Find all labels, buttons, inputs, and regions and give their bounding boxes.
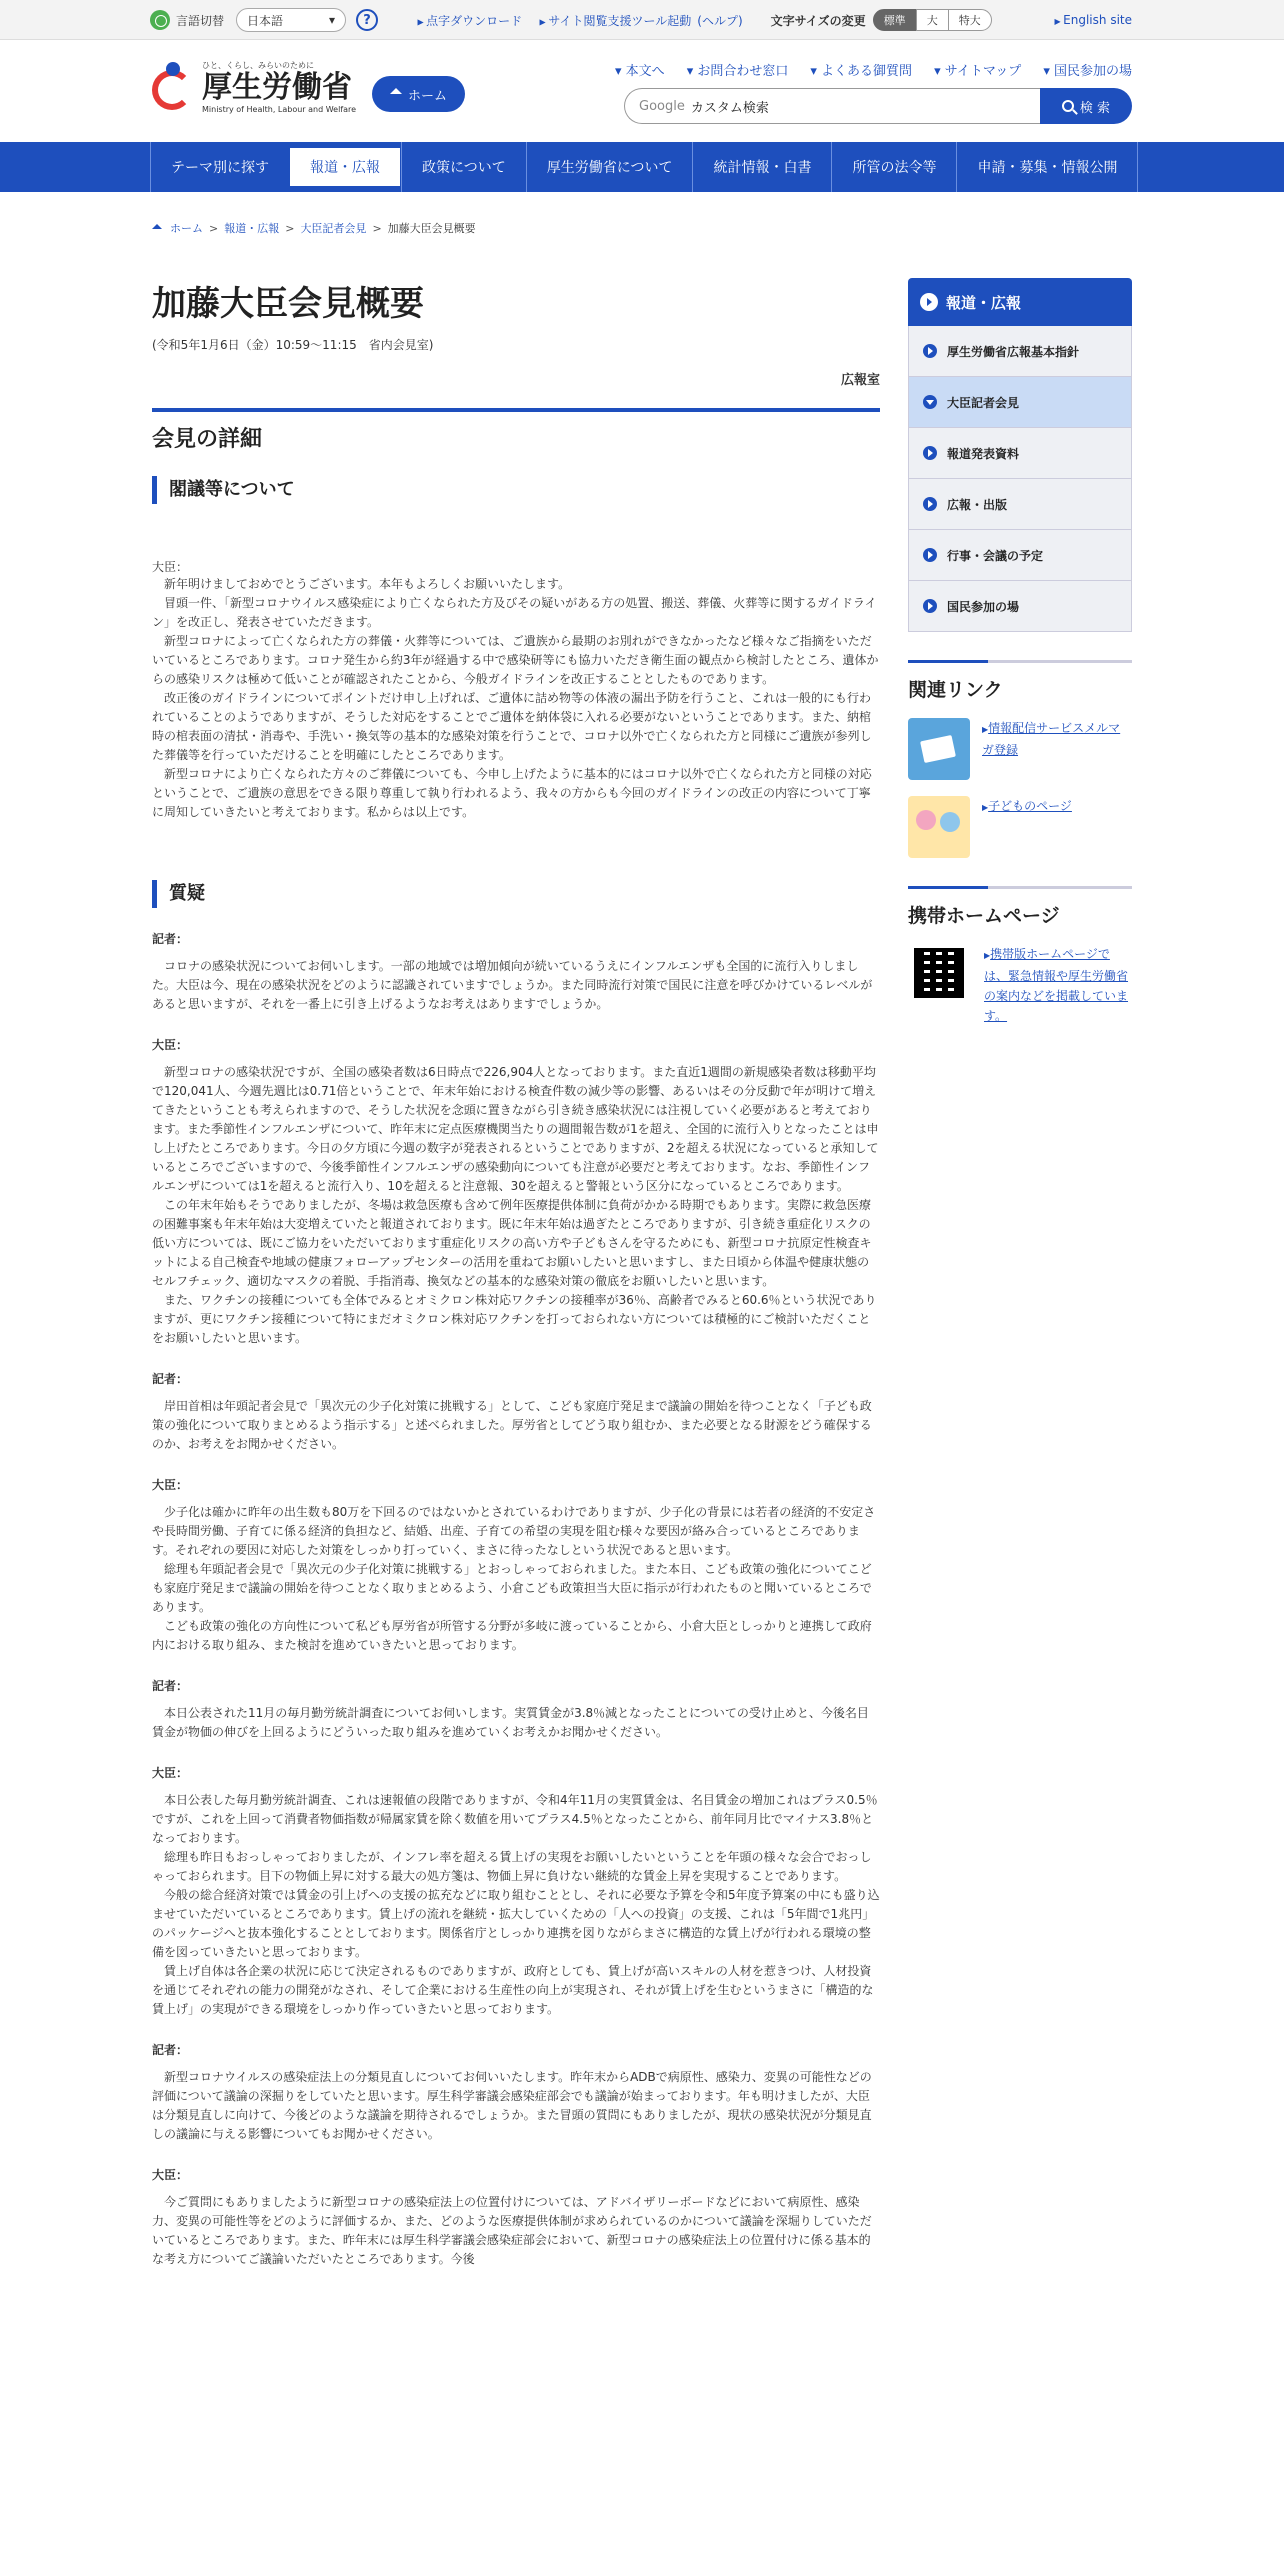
- paragraph: 冒頭一件、「新型コロナウイルス感染症により亡くなられた方及びその疑いがある方の処置、搬送、葬儀、火葬等に関するガイドライン」を改正し、発表させていただきます。: [152, 596, 877, 629]
- sidebar-item-label: 厚生労働省広報基本指針: [947, 344, 1080, 359]
- breadcrumb-separator: >: [372, 221, 382, 235]
- sidebar-head-label: 報道・広報: [946, 293, 1022, 312]
- language-label: 言語切替: [176, 13, 225, 28]
- logo-english: Ministry of Health, Labour and Welfare: [202, 105, 357, 114]
- paragraph: この年末年始もそうでありましたが、冬場は救急医療も含めて例年医療提供体制に負荷がかかる時期でもあります。実際に救急医療の困難事案も年末年始は大変増えていたと報道されております。既に年末年始は過ぎたところでありますが、引き続き重症化リスクの低い方については、既にご協力をいただいております重症化リスクの高い方や子どもさんを守るためにも、新型コロナ抗原定性検査キットによる自己検査や地域の健康フォローアップセンターの活用を重ねてお願いしたいと思いますし、また日頃から体温や健康状態のセルフチェック、適切なマスクの着脱、手指消毒、換気などの基本的な感染対策の徹底をお願いしたいと思います。: [152, 1198, 872, 1288]
- paragraph: 新型コロナによって亡くなられた方の葬儀・火葬等については、ご遺族から最期のお別れができなかったなど様々なご指摘をいただいているところであります。コロナ発生から約3年が経過する中で感染研等にも協力いただき衛生面の観点から検討したところ、遺体からの感染リスクは極めて低いことが確認されたことから、今般ガイドラインを改正することとしたものであります。: [152, 634, 879, 686]
- nav-item-applications[interactable]: 申請・募集・情報公開: [956, 142, 1138, 192]
- sitemap-link[interactable]: ▾ サイトマップ: [934, 60, 1021, 79]
- speaker-label: 記者：: [152, 2043, 189, 2057]
- nav-item-policy[interactable]: 政策について: [401, 142, 526, 192]
- english-site-link[interactable]: ▶ English site: [1054, 13, 1132, 27]
- spacer: [152, 504, 880, 544]
- main-content: [152, 270, 880, 2269]
- speaker-label: 記者：: [152, 1679, 189, 1693]
- section-heading-cabinet: 閣議等について: [152, 476, 880, 504]
- sidebar-item-label: 行事・会議の予定: [947, 548, 1044, 563]
- contact-link[interactable]: ▾ お問合わせ窓口: [687, 60, 789, 79]
- search-icon: [1062, 100, 1074, 112]
- sidebar-item-events[interactable]: [908, 530, 1132, 581]
- sidebar-item-label: 広報・出版: [947, 497, 1008, 512]
- chevron-right-icon: [923, 446, 937, 460]
- paragraph: 本日公表された11月の毎月勤労統計調査についてお伺いします。実質賃金が3.8％減となったことについての受け止めと、今後名目賃金が物価の伸びを上回るようにどういった取り組みを進めていくお考えかお聞かせください。: [152, 1706, 869, 1739]
- paragraph: 少子化は確かに昨年の出生数も80万を下回るのではないかとされているわけでありますが、少子化の背景には若者の経済的不安定さや長時間労働、子育てに係る経済的負担など、結婚、出産、子育ての希望の実現を阻む様々な要因が絡み合っているところであります。それぞれの要因に対応した対策をしっかり打っていく、まさに待ったなしという状況であると思います。: [152, 1505, 876, 1557]
- sidebar-item-pr-policy[interactable]: [908, 326, 1132, 377]
- nav-item-statistics[interactable]: 統計情報・白書: [692, 142, 831, 192]
- mail-icon: [908, 718, 970, 780]
- language-select[interactable]: [236, 8, 346, 32]
- speaker-label: 大臣：: [152, 1478, 189, 1492]
- breadcrumb-press[interactable]: 報道・広報: [224, 222, 280, 235]
- chevron-right-icon: [923, 344, 937, 358]
- breadcrumb-separator: >: [209, 221, 219, 235]
- paragraph: 新年明けましておめでとうございます。本年もよろしくお願いいたします。: [164, 577, 571, 591]
- sidebar-head[interactable]: [908, 278, 1132, 326]
- faq-link[interactable]: ▾ よくある御質問: [810, 60, 912, 79]
- speaker-label: 大臣：: [152, 560, 189, 574]
- font-size-standard-button[interactable]: 標準: [873, 9, 917, 31]
- paragraph: 賃上げ自体は各企業の状況に応じて決定されるものでありますが、政府としても、賃上げが高いスキルの人材を惹きつけ、人材投資を通じてそれぞれの能力の開発がなされ、そして企業における生産性の向上が実現され、それが賃上げを生むというまさに「構造的な賃上げ」の実現ができる環境をしっかり作っていきたいと思っております。: [152, 1964, 874, 2016]
- nav-item-press[interactable]: 報道・広報: [289, 147, 401, 187]
- related-link-label[interactable]: ▶ 子どものページ: [982, 796, 1072, 858]
- sidebar: [908, 278, 1132, 1026]
- sidebar-item-press-releases[interactable]: [908, 428, 1132, 479]
- mobile-heading: 携帯ホームページ: [908, 886, 1132, 928]
- related-links-heading: 関連リンク: [908, 660, 1132, 702]
- sidebar-item-label: 報道発表資料: [947, 446, 1020, 461]
- nav-item-themes[interactable]: テーマ別に探す: [150, 142, 289, 192]
- related-link-label[interactable]: ▶ 情報配信サービスメルマガ登録: [982, 718, 1132, 780]
- breadcrumb-separator: >: [285, 221, 295, 235]
- search-input[interactable]: [624, 88, 1040, 124]
- accessibility-tool-link[interactable]: ▲ サイト閲覧支援ツール起動: [540, 12, 691, 29]
- paragraph: 今般の総合経済対策では賃金の引上げへの支援の拡充などに取り組むこととし、それに必要な予算を令和5年度予算案の中にも盛り込ませていただいているところであります。賃上げの流れを継続・拡大していくための「人への投資」の支援、これは「5年間で1兆円」のパッケージへと抜本強化することとしております。関係省庁としっかり連携を図りながらまさに構造的な賃上げが行われる環境の整備を図っていきたいと思っております。: [152, 1888, 880, 1959]
- help-link[interactable]: (ヘルプ): [697, 13, 743, 28]
- paragraph: 新型コロナにより亡くなられた方々のご葬儀についても、今申し上げたように基本的にはコロナ以外で亡くなられた方と同様の対応ということで、ご遺族の意思をできる限り尊重して執り行われるよう、我々の方からも今回のガイドラインの改正の内容について丁寧に周知していきたいと考えております。私からは以上です。: [152, 767, 872, 819]
- search-button[interactable]: [1040, 88, 1132, 124]
- utility-bar: [0, 0, 1284, 40]
- font-size-xlarge-button[interactable]: 特大: [948, 9, 992, 31]
- language-select-value: 日本語: [247, 13, 284, 28]
- qa-answer: [152, 957, 880, 1014]
- home-icon: [390, 88, 402, 94]
- section-heading-detail: 会見の詳細: [152, 408, 880, 458]
- paragraph: また、ワクチンの接種についても全体でみるとオミクロン株対応ワクチンの接種率が36％、高齢者でみると60.6％という状況でありますが、更にワクチン接種について特にまだオミクロン株対応ワクチンを打っておられない方については積極的にご検討いただくことをお願いしたいと思います。: [152, 1293, 877, 1345]
- skip-to-content-link[interactable]: ▾ 本文へ: [615, 60, 665, 79]
- header-links: [615, 60, 1132, 79]
- paragraph: 新型コロナの感染状況ですが、全国の感染者数は6日時点で226,904人となっております。また直近1週間の新規感染者数は移動平均で120,041人、今週先週比は0.71倍ということで、年末年始における検査件数の減少等の影響、あるいはその分反動で年が明けて増えてきたということも考えられますので、そうした状況を念頭に置きながら引き続き感染状況には注視していく必要があると考えております。また季節性インフルエンザについて、昨年末に定点医療機関当たりの週間報告数が1を超え、全国的に流行入りとなったことは申し上げたところであります。今日の夕方頃に今週の数字が発表されるということでありますが、2を超える状況になっていると承知しているところでございますので、今後季節性インフルエンザの感染動向についても注意が必要だと考えております。なお、季節性インフルエンザについては1を超えると流行入り、10を超えると注意報、30を超えると警報という区分になっているところであります。: [152, 1065, 879, 1193]
- qa-answer: [152, 1063, 880, 1348]
- nav-item-about[interactable]: 厚生労働省について: [526, 142, 693, 192]
- paragraph: コロナの感染状況についてお伺いします。一部の地域では増加傾向が続いているうえにインフルエンザも全国的に流行入りしました。大臣は今、現在の感染状況をどのように認識されていますでしょうか。また同時流行対策で国民に注意を呼びかけているレベルがあると思いますが、それを一番上に引き上げるようなお考えはありますでしょうか。: [152, 959, 873, 1011]
- qa-answer: [152, 1791, 880, 2019]
- qa-answer: [152, 2193, 880, 2269]
- chevron-right-icon: [923, 548, 937, 562]
- paragraph: 新型コロナウイルスの感染症法上の分類見直しについてお伺いいたします。昨年末からADBで病原性、感染力、変異の可能性などの評価について議論の深掘りをしていたと思います。厚生科学審議会感染症部会でも議論が始まっております。年も明けましたが、大臣は分類見直しに向けて、今後どのような議論を期待されるでしょうか。また冒頭の質問にもありましたが、現状の感染状況が分類見直しの議論に与える影響についてもお聞かせください。: [152, 2070, 872, 2141]
- sidebar-item-participation[interactable]: [908, 581, 1132, 632]
- font-size-large-button[interactable]: 大: [916, 9, 949, 31]
- braille-download-link[interactable]: ▲ 点字ダウンロード: [418, 12, 522, 29]
- chevron-right-icon: [923, 497, 937, 511]
- search-button-label: 検 索: [1079, 100, 1111, 116]
- search-box: [624, 88, 1132, 124]
- speaker-label: 大臣：: [152, 1766, 189, 1780]
- mobile-link-label[interactable]: ▶ 携帯版ホームページでは、緊急情報や厚生労働省の案内などを掲載しています。: [984, 944, 1132, 1026]
- paragraph: 改正後のガイドラインについてポイントだけ申し上げれば、ご遺体に詰め物等の体液の漏出予防を行うこと、これは一般的にも行われていることのようでありますが、そうした対応をすることでご遺体を納体袋に入れる必要がないということであります。また、納棺時の棺表面の清拭・消毒や、手洗い・換気等の基本的な感染対策を行うことで、コロナ以外で亡くなられた方と同様にご遺族が参列した葬儀等を行っていただけることを明確にしたところであります。: [152, 691, 872, 762]
- site-logo[interactable]: [150, 60, 356, 114]
- breadcrumb: [152, 220, 476, 236]
- google-label: Google: [639, 98, 685, 114]
- paragraph: 今ご質問にもありましたように新型コロナの感染症法上の位置付けについては、アドバイザリーボードなどにおいて病原性、感染力、変異の可能性等をどのように評価するか、また、どのような医療提供体制が求められているのかについて議論を深堀りしていただいているところであります。また、昨年末には厚生科学審議会感染症部会において、新型コロナの感染症法上の位置付けに係る基本的な考え方についてご議論いただいたところであります。今後: [152, 2195, 872, 2266]
- speaker-label: 大臣：: [152, 2168, 189, 2182]
- page-title: 加藤大臣会見概要: [152, 284, 424, 324]
- sidebar-item-label: 大臣記者会見: [947, 395, 1020, 410]
- qa-answer: [152, 1704, 880, 1742]
- help-icon[interactable]: ?: [356, 9, 378, 31]
- global-nav: [0, 142, 1284, 192]
- home-button-label: ホーム: [408, 88, 448, 104]
- related-link-mailmag[interactable]: [908, 718, 1132, 780]
- paragraph: 本日公表した毎月勤労統計調査、これは速報値の段階でありますが、令和4年11月の実質賃金は、名目賃金の増加これはプラス0.5％ですが、これを上回って消費者物価指数が帰属家賃を除く数値を用いてプラス4.5％となったことから、前年同月比でマイナス3.8％となっております。: [152, 1793, 878, 1845]
- breadcrumb-current: 加藤大臣会見概要: [387, 222, 476, 235]
- search-placeholder: カスタム検索: [690, 100, 769, 116]
- chevron-right-icon: [920, 293, 938, 311]
- breadcrumb-conference[interactable]: 大臣記者会見: [300, 222, 367, 235]
- related-link-kids[interactable]: [908, 796, 1132, 858]
- sidebar-item-press-conference[interactable]: [908, 377, 1132, 428]
- chevron-right-icon: [923, 599, 937, 613]
- qa-list: [152, 930, 880, 2269]
- conference-date: (令和5年1月6日（金）10:59～11:15 省内会見室): [152, 338, 434, 352]
- spacer: [152, 822, 880, 862]
- qa-answer: [152, 2068, 880, 2144]
- font-size-switcher: [771, 9, 992, 31]
- nav-item-laws[interactable]: 所管の法令等: [831, 142, 956, 192]
- paragraph: こども政策の強化の方向性について私ども厚労省が所管する分野が多岐に渡っていることから、小倉大臣としっかりと連携して政府内における取り組み、また検討を進めていきたいと思っております。: [152, 1619, 872, 1652]
- kids-icon: [908, 796, 970, 858]
- home-button[interactable]: [372, 76, 465, 112]
- paragraph: 総理も年頭記者会見で「異次元の少子化対策に挑戦する」とおっしゃっておられました。また本日、こども政策の強化についてこども家庭庁発足まで議論の開始を待つことなく取りまとめるよう、小倉こども政策担当大臣に指示が行われたものと聞いているところであります。: [152, 1562, 872, 1614]
- qa-answer: [152, 1397, 880, 1454]
- qa-answer: [152, 1503, 880, 1655]
- site-header: [0, 40, 1284, 142]
- section-heading-qa: 質疑: [152, 880, 880, 908]
- mobile-link[interactable]: [908, 944, 1132, 1026]
- font-size-label: 文字サイズの変更: [770, 13, 866, 28]
- logo-tagline: ひと、くらし、みらいのために: [202, 61, 314, 70]
- department: 広報室: [840, 373, 880, 388]
- chevron-down-icon: [923, 395, 937, 409]
- public-participation-link[interactable]: ▾ 国民参加の場: [1043, 60, 1132, 79]
- paragraph: 総理も昨日もおっしゃっておりましたが、インフレ率を超える賃上げの実現をお願いしたいということを年頭の様々な会合でおっしゃっておられます。目下の物価上昇に対する最大の処方箋は、物価上昇に負けない継続的な賃金上昇を実現することであります。: [152, 1850, 872, 1883]
- chevron-down-icon: ▾: [328, 13, 336, 27]
- sidebar-item-publications[interactable]: [908, 479, 1132, 530]
- globe-icon: [150, 10, 170, 30]
- qr-code-icon: [914, 948, 964, 998]
- paragraph: 岸田首相は年頭記者会見で「異次元の少子化対策に挑戦する」として、こども家庭庁発足まで議論の開始を待つことなく「子ども政策の強化について取りまとめるよう指示する」と述べられました。厚労省としてどう取り組むか、また必要となる財源をどう確保するのか、お考えをお聞かせください。: [152, 1399, 872, 1451]
- sidebar-item-label: 国民参加の場: [947, 599, 1020, 614]
- speaker-label: 大臣：: [152, 1038, 189, 1052]
- cabinet-text: [152, 575, 880, 822]
- speaker-label: 記者：: [152, 1372, 189, 1386]
- logo-mark-icon: [150, 60, 196, 114]
- logo-name: 厚生労働省: [202, 70, 352, 105]
- speaker-label: 記者：: [152, 932, 189, 946]
- breadcrumb-home[interactable]: ホーム: [170, 222, 203, 235]
- home-icon: [152, 224, 162, 229]
